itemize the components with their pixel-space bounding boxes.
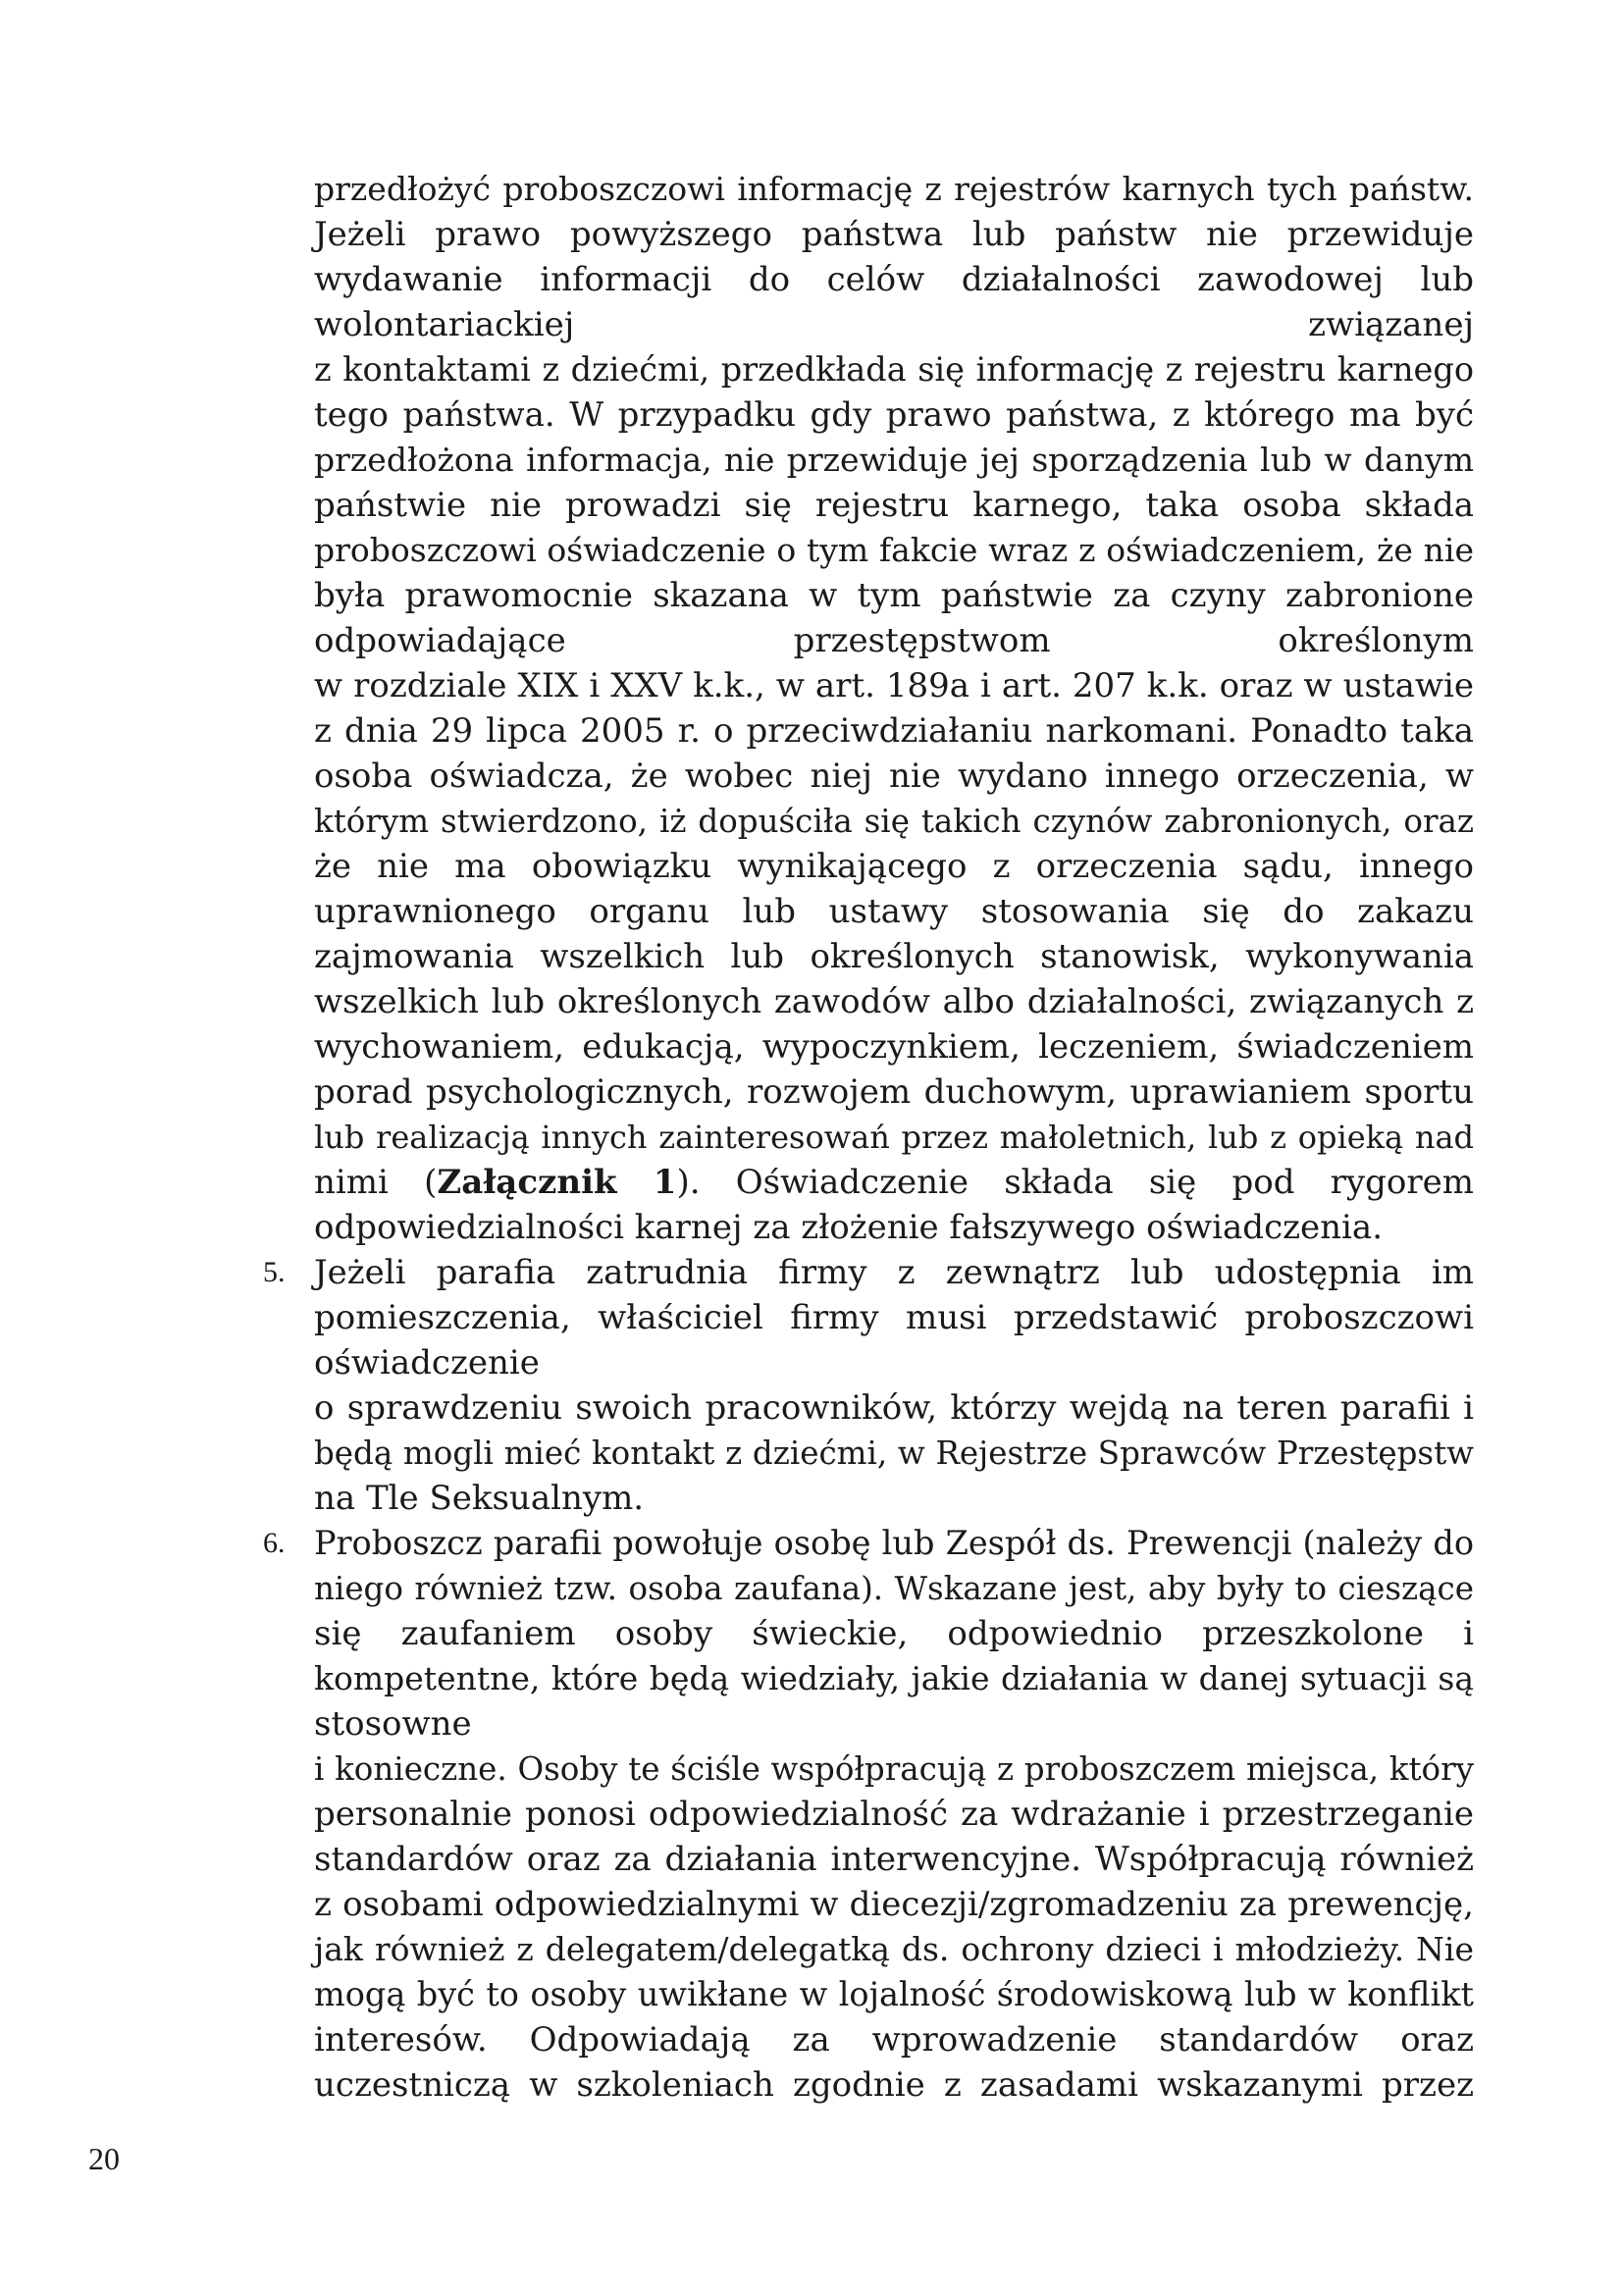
text-line: odpowiadające przestępstwom określonym [314, 621, 1474, 660]
text-line: będą mogli mieć kontakt z dziećmi, w Rejestrze Sprawców Przestępstw [314, 1434, 1474, 1472]
text-line: wszelkich lub określonych zawodów albo działalności, związanych z [314, 982, 1474, 1021]
attachment-reference-line [314, 1160, 1474, 1205]
text-line: wychowaniem, edukacją, wypoczynkiem, leczeniem, świadczeniem [314, 1027, 1474, 1067]
text-line: Jeżeli prawo powyższego państwa lub państw nie przewiduje [314, 215, 1474, 254]
text-line: którym stwierdzono, iż dopuściła się takich czynów zabronionych, oraz [314, 803, 1474, 840]
text-line: osoba oświadcza, że wobec niej nie wydano innego orzeczenia, w [314, 756, 1474, 796]
text-line: odpowiedzialności karnej za złożenie fałszywego oświadczenia. [314, 1208, 1383, 1247]
text-line: oświadczenie [314, 1343, 540, 1382]
text-line: standardów oraz za działania interwencyjne. Współpracują również [314, 1840, 1474, 1879]
text-line: kompetentne, które będą wiedziały, jakie działania w danej sytuacji są [314, 1659, 1474, 1697]
text-line: Jeżeli parafia zatrudnia firmy z zewnątrz lub udostępnia im [314, 1253, 1474, 1292]
text-line: się zaufaniem osoby świeckie, odpowiednio przeszkolone i [314, 1614, 1474, 1653]
text-line: uprawnionego organu lub ustawy stosowania się do zakazu [314, 892, 1474, 931]
text-line: tego państwa. W przypadku gdy prawo państwa, z którego ma być [314, 395, 1474, 435]
text-line: Proboszcz parafii powołuje osobę lub Zespół ds. Prewencji (należy do [314, 1524, 1474, 1562]
text-line: w rozdziale XIX i XXV k.k., w art. 189a i art. 207 k.k. oraz w ustawie [314, 666, 1474, 705]
text-line: stosowne [314, 1704, 472, 1744]
text-line: była prawomocnie skazana w tym państwie za czyny zabronione [314, 576, 1474, 615]
text-line: porad psychologicznych, rozwojem duchowym, uprawianiem sportu [314, 1072, 1474, 1112]
text-line: z osobami odpowiedzialnymi w diecezji/zgromadzeniu za prewencję, [314, 1885, 1474, 1924]
text-line: pomieszczenia, właściciel firmy musi przedstawić proboszczowi [314, 1298, 1474, 1337]
text-line: proboszczowi oświadczenie o tym fakcie wraz z oświadczeniem, że nie [314, 531, 1474, 569]
list-number-6: 6. [263, 1527, 286, 1559]
text-line: niego również tzw. osoba zaufana). Wskazane jest, aby były to cieszące [314, 1570, 1474, 1607]
text-line: zajmowania wszelkich lub określonych stanowisk, wykonywania [314, 937, 1474, 976]
text-line: lub realizacją innych zainteresowań przez małoletnich, lub z opieką nad [314, 1119, 1474, 1156]
page-number: 20 [88, 2141, 120, 2176]
text-fragment: nimi ( [314, 1163, 438, 1202]
text-line: wydawanie informacji do celów działalności zawodowej lub [314, 260, 1474, 299]
text-fragment: ). Oświadczenie składa się pod rygorem [676, 1163, 1474, 1202]
text-line: mogą być to osoby uwikłane w lojalność środowiskową lub w konflikt [314, 1975, 1474, 2013]
text-line: wolontariackiej związanej [314, 305, 1474, 344]
text-line: i konieczne. Osoby te ściśle współpracują z proboszczem miejsca, który [314, 1750, 1474, 1788]
text-line: z dnia 29 lipca 2005 r. o przeciwdziałaniu narkomani. Ponadto taka [314, 711, 1474, 751]
text-line: o sprawdzeniu swoich pracowników, którzy wejdą na teren parafii i [314, 1388, 1474, 1428]
list-number-5: 5. [263, 1256, 286, 1288]
text-line: na Tle Seksualnym. [314, 1479, 645, 1518]
text-line: że nie ma obowiązku wynikającego z orzeczenia sądu, innego [314, 847, 1474, 886]
text-line: interesów. Odpowiadają za wprowadzenie standardów oraz [314, 2020, 1474, 2060]
text-line: przedłożona informacja, nie przewiduje jej sporządzenia lub w danym [314, 441, 1474, 479]
text-line: państwie nie prowadzi się rejestru karnego, taka osoba składa [314, 486, 1474, 525]
text-line: jak również z delegatem/delegatką ds. ochrony dzieci i młodzieży. Nie [314, 1930, 1474, 1968]
text-line: przedłożyć proboszczowi informację z rejestrów karnych tych państw. [314, 170, 1474, 208]
attachment-label: Załącznik 1 [437, 1163, 677, 1202]
text-line: personalnie ponosi odpowiedzialność za wdrażanie i przestrzeganie [314, 1795, 1474, 1834]
text-line: z kontaktami z dziećmi, przedkłada się informację z rejestru karnego [314, 350, 1474, 389]
text-line: uczestniczą w szkoleniach zgodnie z zasadami wskazanymi przez [314, 2065, 1474, 2105]
